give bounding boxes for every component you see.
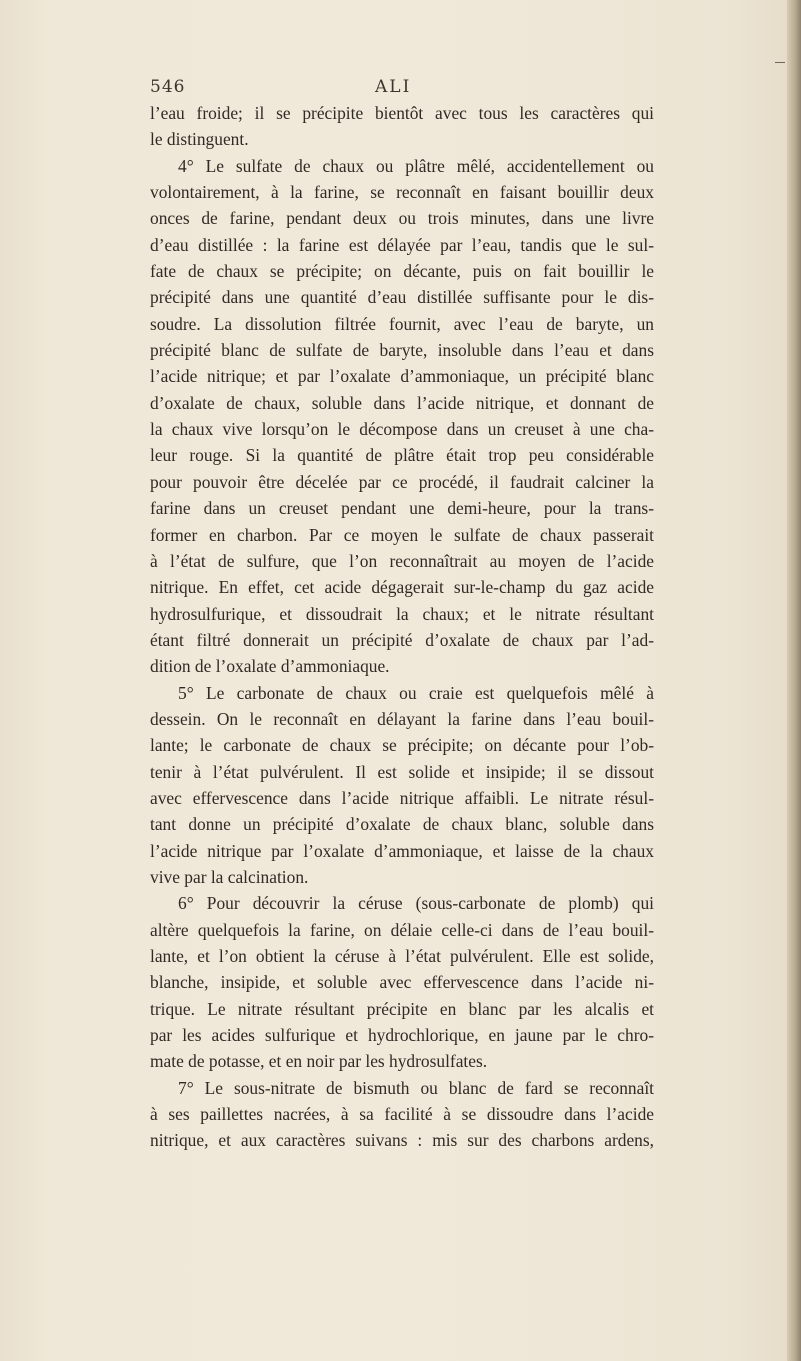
text-line: tant donne un précipité d’oxalate de chaux blanc, soluble dans [150, 814, 654, 835]
text-line: volontairement, à la farine, se reconnaît en faisant bouillir deux [150, 182, 654, 203]
text-line: hydrosulfurique, et dissoudrait la chaux; et le nitrate résultant [150, 603, 654, 624]
text-line: former en charbon. Par ce moyen le sulfate de chaux passerait [150, 524, 654, 545]
text-line: soudre. La dissolution filtrée fournit, avec l’eau de baryte, un [150, 313, 654, 334]
text-line: vive par la calcination. [150, 866, 309, 887]
header-title: ALI [375, 77, 412, 97]
text-line: fate de chaux se précipite; on décante, puis on fait bouillir le [150, 261, 654, 282]
text-line: altère quelquefois la farine, on délaie celle-ci dans de l’eau bouil- [150, 919, 654, 940]
text-line: la chaux vive lorsqu’on le décompose dans un creuset à une cha- [150, 419, 654, 440]
text-line: lante, et l’on obtient la céruse à l’état pulvérulent. Elle est solide, [150, 946, 654, 966]
paragraph-start-line: 6° Pour découvrir la céruse (sous-carbonate de plomb) qui [178, 893, 654, 914]
text-line: précipité dans une quantité d’eau distillée suffisante pour le dis- [150, 287, 654, 308]
text-line: lante; le carbonate de chaux se précipite; on décante pour l’ob- [150, 735, 654, 756]
text-line: par les acides sulfurique et hydrochlorique, en jaune par le chro- [150, 1025, 654, 1046]
text-line: farine dans un creuset pendant une demi-heure, pour la trans- [150, 498, 654, 519]
running-header [150, 77, 654, 101]
text-line: nitrique. En effet, cet acide dégagerait sur-le-champ du gaz acide [150, 577, 654, 598]
text-line: tenir à l’état pulvérulent. Il est solide et insipide; il se dissout [150, 761, 654, 782]
text-line: le distinguent. [150, 129, 249, 150]
text-line: nitrique, et aux caractères suivans : mis sur des charbons ardens, [150, 1130, 654, 1151]
text-line: pour pouvoir être décelée par ce procédé, il faudrait calciner la [150, 471, 654, 492]
text-line: étant filtré donnerait un précipité d’oxalate de chaux par l’ad- [150, 629, 654, 650]
paragraph-start-line: 7° Le sous-nitrate de bismuth ou blanc de fard se reconnaît [178, 1077, 654, 1098]
text-line: mate de potasse, et en noir par les hydrosulfates. [150, 1051, 488, 1072]
text-line: à ses paillettes nacrées, à sa facilité à se dissoudre dans l’acide [150, 1104, 654, 1125]
page-edge-shadow [787, 0, 801, 1361]
text-line: trique. Le nitrate résultant précipite en blanc par les alcalis et [150, 998, 654, 1019]
text-line: à l’état de sulfure, que l’on reconnaîtrait au moyen de l’acide [150, 550, 654, 571]
text-line: l’acide nitrique par l’oxalate d’ammoniaque, et laisse de la chaux [150, 840, 654, 861]
text-line: blanche, insipide, et soluble avec effervescence dans l’acide ni- [150, 972, 654, 993]
text-line: d’eau distillée : la farine est délayée par l’eau, tandis que le sul- [150, 234, 654, 255]
text-line: d’oxalate de chaux, soluble dans l’acide nitrique, et donnant de [150, 392, 654, 413]
page-number: 546 [150, 77, 186, 97]
text-line: l’eau froide; il se précipite bientôt avec tous les caractères qui [150, 103, 654, 123]
text-line: avec effervescence dans l’acide nitrique affaibli. Le nitrate résul- [150, 787, 654, 808]
text-line: dition de l’oxalate d’ammoniaque. [150, 656, 390, 677]
paragraph-start-line: 5° Le carbonate de chaux ou craie est quelquefois mêlé à [178, 682, 654, 703]
text-line: l’acide nitrique; et par l’oxalate d’ammoniaque, un précipité blanc [150, 366, 654, 387]
text-line: précipité blanc de sulfate de baryte, insoluble dans l’eau et dans [150, 340, 654, 361]
text-line: onces de farine, pendant deux ou trois minutes, dans une livre [150, 208, 654, 229]
margin-mark [775, 62, 785, 63]
paragraph-start-line: 4° Le sulfate de chaux ou plâtre mêlé, accidentellement ou [178, 155, 654, 176]
text-line: dessein. On le reconnaît en délayant la farine dans l’eau bouil- [150, 708, 654, 729]
body-text [150, 100, 654, 1154]
text-line: leur rouge. Si la quantité de plâtre était trop peu considérable [150, 445, 654, 466]
